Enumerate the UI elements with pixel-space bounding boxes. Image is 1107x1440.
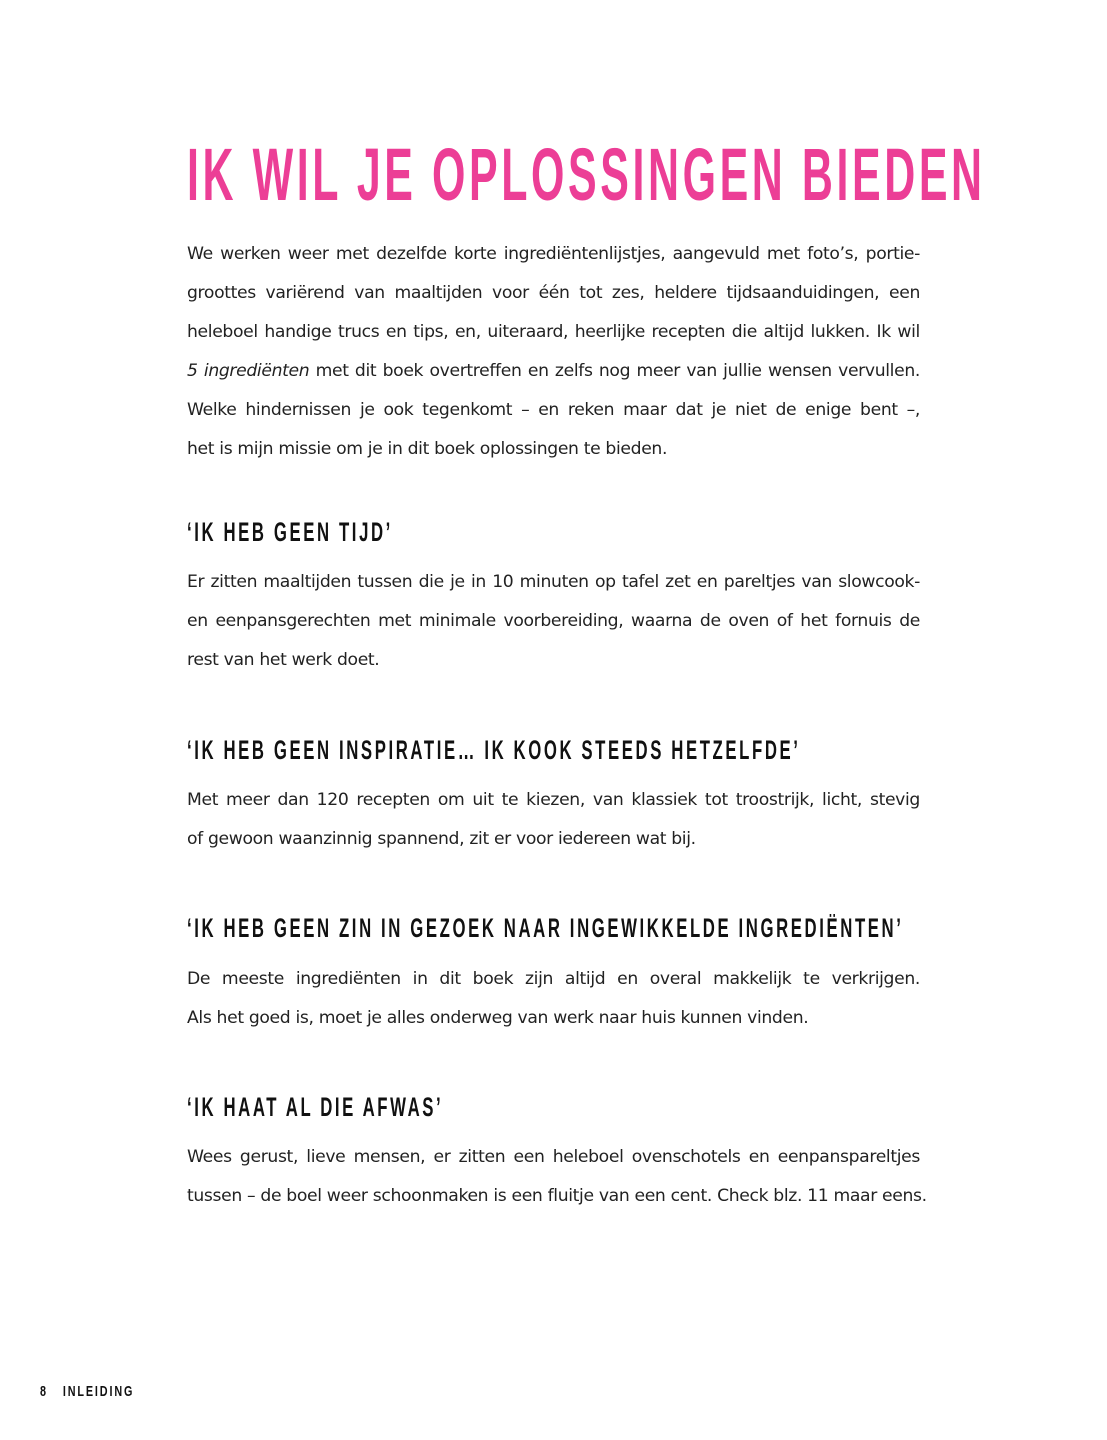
section-paragraph-dishes [187, 1138, 927, 1216]
paragraph-line: De meeste ingrediënten in dit boek zijn altijd en overal makkelijk te verkrijgen. [187, 969, 920, 989]
paragraph-line: of gewoon waanzinnig spannend, zit er voor iedereen wat bij. [187, 829, 696, 849]
section-heading-dishes: ‘IK HAAT AL DIE AFWAS’ [187, 1092, 444, 1122]
intro-line: heleboel handige trucs en tips, en, uiteraard, heerlijke recepten die altijd lukken. Ik wil [187, 322, 920, 342]
section-paragraph-ingredients [187, 960, 920, 1038]
intro-paragraph [187, 235, 920, 469]
paragraph-line: Er zitten maaltijden tussen die je in 10 minuten op tafel zet en pareltjes van slowcook- [187, 572, 920, 592]
section-label: INLEIDING [62, 1383, 135, 1400]
intro-line [187, 352, 920, 391]
paragraph-line: Met meer dan 120 recepten om uit te kiezen, van klassiek tot troostrijk, licht, stevig [187, 790, 920, 810]
paragraph-line: tussen – de boel weer schoonmaken is een fluitje van een cent. Check blz. 11 maar eens. [187, 1186, 927, 1206]
intro-line-text: met dit boek overtreffen en zelfs nog meer van jullie wensen vervullen. [309, 361, 920, 381]
page-title: IK WIL JE OPLOSSINGEN BIEDEN [187, 133, 986, 216]
section-heading-no-inspiration: ‘IK HEB GEEN INSPIRATIE… IK KOOK STEEDS HETZELFDE’ [187, 735, 801, 765]
paragraph-line: Als het goed is, moet je alles onderweg van werk naar huis kunnen vinden. [187, 1008, 809, 1028]
page-footer [40, 1383, 134, 1400]
intro-line: We werken weer met dezelfde korte ingrediëntenlijstjes, aangevuld met foto’s, portie- [187, 244, 920, 264]
paragraph-line: en eenpansgerechten met minimale voorbereiding, waarna de oven of het fornuis de [187, 611, 920, 631]
intro-line: het is mijn missie om je in dit boek oplossingen te bieden. [187, 439, 668, 459]
section-paragraph-no-time [187, 563, 920, 680]
book-title-reference: 5 ingrediënten [187, 361, 310, 381]
section-paragraph-no-inspiration [187, 781, 920, 859]
page-number: 8 [40, 1383, 48, 1400]
section-heading-ingredients: ‘IK HEB GEEN ZIN IN GEZOEK NAAR INGEWIKKELDE INGREDIËNTEN’ [187, 913, 904, 943]
section-heading-no-time: ‘IK HEB GEEN TIJD’ [187, 517, 393, 547]
intro-line: Welke hindernissen je ook tegenkomt – en reken maar dat je niet de enige bent –, [187, 400, 920, 420]
paragraph-line: rest van het werk doet. [187, 650, 380, 670]
intro-line: groottes variërend van maaltijden voor één tot zes, heldere tijdsaanduidingen, een [187, 283, 920, 303]
paragraph-line: Wees gerust, lieve mensen, er zitten een heleboel ovenschotels en eenpanspareltjes [187, 1147, 920, 1167]
